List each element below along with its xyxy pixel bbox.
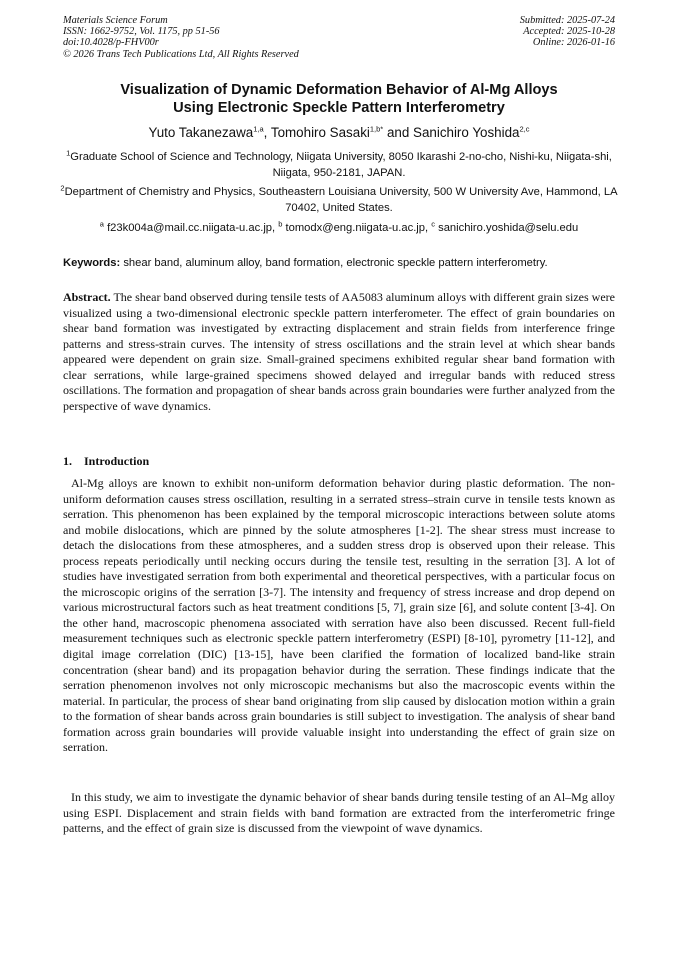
author-name: Sanichiro Yoshida [413, 125, 520, 140]
author-name: Yuto Takanezawa [148, 125, 254, 140]
title-line-2: Using Electronic Speckle Pattern Interferometry [173, 100, 505, 116]
keywords-label: Keywords: [63, 257, 121, 269]
affiliation-text: Graduate School of Science and Technology, Niigata University, 8050 Ikarashi 2-no-cho, Nishi-ku, Niigata-shi, Niigata, 950-2181, JAPAN. [70, 151, 612, 179]
online-date: Online: 2026-01-16 [532, 37, 615, 49]
abstract-label: Abstract. [63, 290, 111, 304]
author-separator: and [383, 125, 414, 140]
email-mark: c [431, 219, 435, 229]
abstract-text: The shear band observed during tensile tests of AA5083 aluminum alloys with different grain sizes were visualized using a two-dimensional electronic speckle pattern interferometer. The effect of grain boundaries on shear band formation was investigated by extracting displacement and strain fields from interference fringe patterns and stress-strain curves. The intensity of stress oscillations and the strain level at which shear bands appeared were dependent on grain size. Small-grained specimens exhibited regular shear band formation with clear serrations, while large-grained specimens showed delayed and irregular bands with reduced stress oscillations. The formation and propagation of shear bands across grain boundaries were further analyzed from the perspective of wave dynamics. [63, 290, 615, 413]
title-line-1: Visualization of Dynamic Deformation Behavior of Al-Mg Alloys [120, 82, 558, 98]
accepted-date: Accepted: 2025-10-28 [523, 26, 615, 38]
email-list [40, 220, 638, 236]
affiliation-1 [55, 149, 623, 181]
author-separator: , [263, 125, 271, 140]
journal-header-left [63, 15, 299, 60]
introduction-paragraph-2: In this study, we aim to investigate the dynamic behavior of shear bands during tensile testing of an Al–Mg alloy using ESPI. Displacement and strain fields with band formation are extracted from the interferometric fringe patterns, and the effect of grain size is discussed from the viewpoint of wave dynamics. [63, 790, 615, 836]
copyright-line: © 2026 Trans Tech Publications Ltd, All Rights Reserved [63, 48, 299, 60]
email-mark: a [99, 219, 104, 229]
journal-header-right [520, 15, 615, 49]
submitted-date: Submitted: 2025-07-24 [519, 15, 615, 26]
email-address[interactable]: f23k004a@mail.cc.niigata-u.ac.jp [107, 222, 273, 234]
affiliation-number: 2 [60, 183, 65, 193]
section-title: Introduction [84, 454, 150, 468]
email-address[interactable]: sanichiro.yoshida@selu.edu [438, 222, 579, 234]
email-separator: , [272, 222, 279, 234]
introduction-paragraph-1: Al-Mg alloys are known to exhibit non-uniform deformation behavior during plastic deformation. The non-uniform deformation causes stress oscillation, resulting in a serrated stress–strain curve in tensile tests known as serration. This phenomenon has been explained by the temporal microscopic interactions between solute atoms and mobile dislocations, which are pinned by the solute atmospheres [1-2]. The shear stress must increase to detach the dislocations from these atmospheres, and a sudden stress drop is observed upon their release. This process repeats periodically until necking occurs during the tensile test, resulting in the serration [3]. A lot of studies have investigated serration from both experimental and theoretical perspectives, with a particular focus on the microscopic origins of the serration [3-7]. The intensity and frequency of stress increase and drop depend on various microstructural factors such as heat treatment conditions [5, 7], grain size [6], and solute content [3-4]. On the other hand, macroscopic phenomena associated with serration have also been discussed. Recent full-field measurement techniques such as electronic speckle pattern interferometry (ESPI) [8-10], pyrometry [11-12], and digital image correlation (DIC) [13-15], have been clarified the formation of localized band-like strain concentration (shear band) and its propagation behavior during the serration. These findings indicate that the serration phenomenon involves not only microscopic mechanisms but also the macroscopic events within the material. In particular, the process of shear band originating from slip caused by dislocation motion within a grain to the formation of shear bands across grain boundaries is still subject to investigation. The analysis of shear band formation across grain boundaries will provide valuable insight into understanding the effect of grain size on serration. [63, 476, 615, 755]
doi-line: doi:10.4028/p-FHV00r [63, 37, 159, 49]
author-list [40, 124, 638, 141]
section-heading-introduction [63, 453, 149, 469]
email-mark: b [278, 219, 283, 229]
affiliation-text: Department of Chemistry and Physics, Southeastern Louisiana University, 500 W University Ave, Hammond, LA 70402, United States. [64, 186, 618, 214]
issn-line: ISSN: 1662-9752, Vol. 1175, pp 51-56 [63, 26, 220, 38]
email-separator: , [425, 222, 432, 234]
paper-title [40, 81, 638, 117]
author-affiliation-mark: 2,c [519, 124, 530, 134]
email-address[interactable]: tomodx@eng.niigata-u.ac.jp [285, 222, 426, 234]
author-affiliation-mark: 1,a [253, 124, 264, 134]
keywords [63, 255, 615, 271]
author-affiliation-mark: 1,b* [369, 124, 384, 134]
author-name: Tomohiro Sasaki [270, 125, 370, 140]
journal-name: Materials Science Forum [63, 15, 168, 26]
section-number: 1. [63, 454, 72, 468]
keywords-text: shear band, aluminum alloy, band formation, electronic speckle pattern interferometry. [123, 257, 548, 269]
abstract [63, 290, 615, 414]
affiliation-2 [55, 184, 623, 216]
affiliation-number: 1 [66, 148, 71, 158]
